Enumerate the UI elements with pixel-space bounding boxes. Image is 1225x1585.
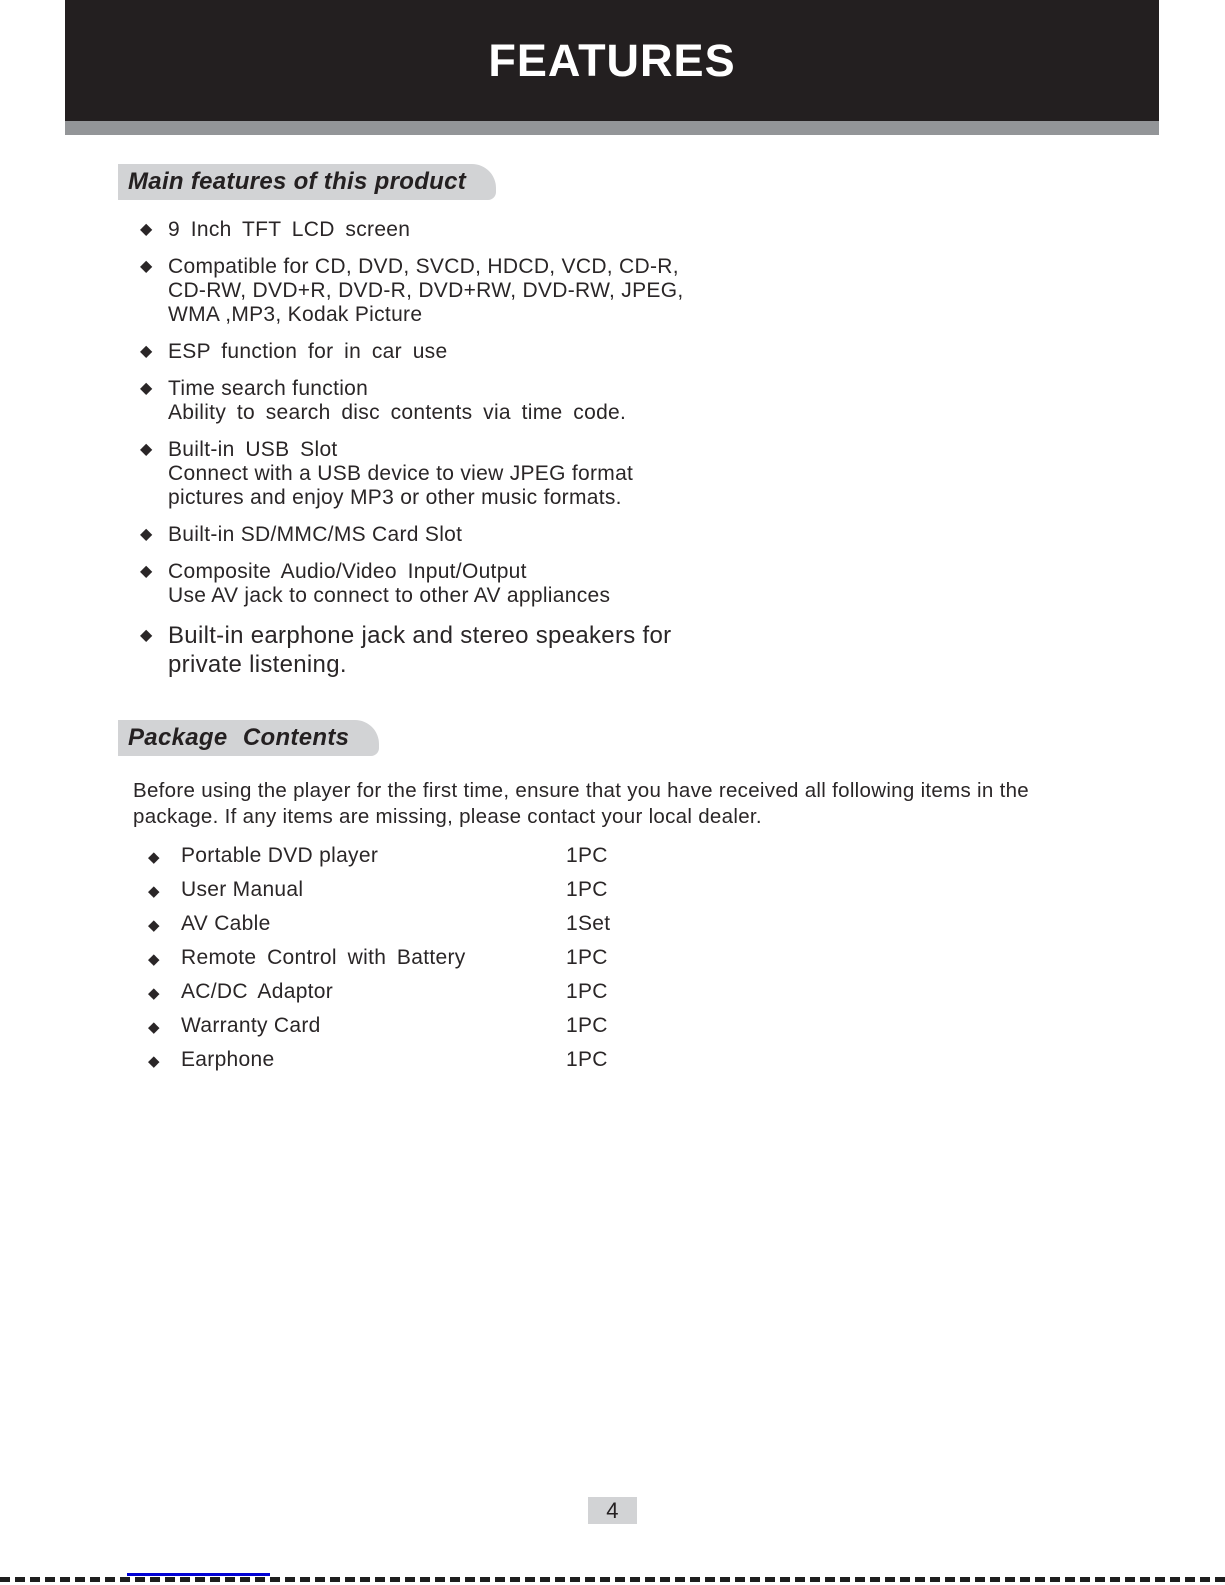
feature-item: [140, 255, 838, 327]
diamond-bullet-icon: ◆: [140, 258, 153, 275]
package-item-row: [148, 844, 1098, 870]
diamond-bullet-icon: ◆: [148, 883, 160, 900]
feature-item: [140, 218, 838, 242]
package-item-name: Warranty Card: [181, 1014, 321, 1037]
page-number-badge: [588, 1497, 637, 1524]
feature-line: CD-RW, DVD+R, DVD-R, DVD+RW, DVD-RW, JPEG,: [168, 279, 684, 302]
page-number: 4: [606, 1497, 619, 1523]
diamond-bullet-icon: ◆: [140, 441, 153, 458]
package-item-row: [148, 912, 1098, 938]
diamond-bullet-icon: ◆: [148, 1053, 160, 1070]
feature-item: [140, 621, 838, 679]
footer-blue-line: [127, 1573, 270, 1576]
package-item-qty: 1PC: [566, 844, 608, 867]
page-header-banner: [65, 0, 1159, 121]
package-item-qty: 1PC: [566, 878, 608, 901]
diamond-bullet-icon: ◆: [148, 917, 160, 934]
diamond-bullet-icon: ◆: [140, 526, 153, 543]
feature-title: ESP function for in car use: [168, 340, 448, 363]
feature-item: [140, 560, 838, 608]
package-item-row: [148, 980, 1098, 1006]
features-section: [118, 164, 838, 692]
page-title: FEATURES: [488, 34, 736, 86]
feature-line: pictures and enjoy MP3 or other music formats.: [168, 486, 622, 509]
diamond-bullet-icon: ◆: [140, 627, 153, 644]
package-contents-section: [118, 720, 1098, 1082]
feature-title: Composite Audio/Video Input/Output: [168, 560, 527, 583]
feature-line: Ability to search disc contents via time code.: [168, 401, 627, 424]
package-section-heading: Package Contents: [118, 720, 379, 756]
feature-title: 9 Inch TFT LCD screen: [168, 218, 411, 241]
diamond-bullet-icon: ◆: [148, 985, 160, 1002]
feature-line: WMA ,MP3, Kodak Picture: [168, 303, 423, 326]
feature-line: Connect with a USB device to view JPEG format: [168, 462, 634, 485]
package-item-name: AC/DC Adaptor: [181, 980, 334, 1003]
diamond-bullet-icon: ◆: [140, 343, 153, 360]
diamond-bullet-icon: ◆: [140, 380, 153, 397]
package-item-qty: 1PC: [566, 946, 608, 969]
features-list: [140, 218, 838, 679]
package-intro-line: Before using the player for the first time, ensure that you have received all following items in the: [133, 779, 1030, 802]
feature-title: Built-in USB Slot: [168, 438, 338, 461]
features-section-heading: Main features of this product: [118, 164, 496, 200]
feature-line: Use AV jack to connect to other AV appliances: [168, 584, 611, 607]
diamond-bullet-icon: ◆: [140, 563, 153, 580]
package-item-qty: 1Set: [566, 912, 611, 935]
feature-title: Built-in earphone jack and stereo speakers for: [168, 622, 672, 649]
header-gray-band: [65, 121, 1159, 135]
package-item-name: User Manual: [181, 878, 304, 901]
diamond-bullet-icon: ◆: [148, 849, 160, 866]
feature-title: Time search function: [168, 377, 369, 400]
diamond-bullet-icon: ◆: [140, 221, 153, 238]
feature-item: [140, 377, 838, 425]
footer-dashed-border: [0, 1577, 1225, 1582]
package-item-row: [148, 1014, 1098, 1040]
feature-line: private listening.: [168, 651, 347, 678]
package-item-qty: 1PC: [566, 1048, 608, 1071]
package-items-list: [148, 844, 1098, 1074]
package-item-row: [148, 946, 1098, 972]
diamond-bullet-icon: ◆: [148, 1019, 160, 1036]
feature-item: [140, 340, 838, 364]
feature-item: [140, 438, 838, 510]
feature-item: [140, 523, 838, 547]
package-intro: [133, 778, 1098, 830]
package-item-row: [148, 1048, 1098, 1074]
package-item-qty: 1PC: [566, 980, 608, 1003]
package-item-row: [148, 878, 1098, 904]
package-item-qty: 1PC: [566, 1014, 608, 1037]
package-intro-line: package. If any items are missing, please contact your local dealer.: [133, 805, 762, 828]
package-item-name: Earphone: [181, 1048, 275, 1071]
feature-title: Compatible for CD, DVD, SVCD, HDCD, VCD, CD-R,: [168, 255, 679, 278]
package-item-name: Portable DVD player: [181, 844, 379, 867]
feature-title: Built-in SD/MMC/MS Card Slot: [168, 523, 463, 546]
package-item-name: Remote Control with Battery: [181, 946, 466, 969]
diamond-bullet-icon: ◆: [148, 951, 160, 968]
package-item-name: AV Cable: [181, 912, 271, 935]
